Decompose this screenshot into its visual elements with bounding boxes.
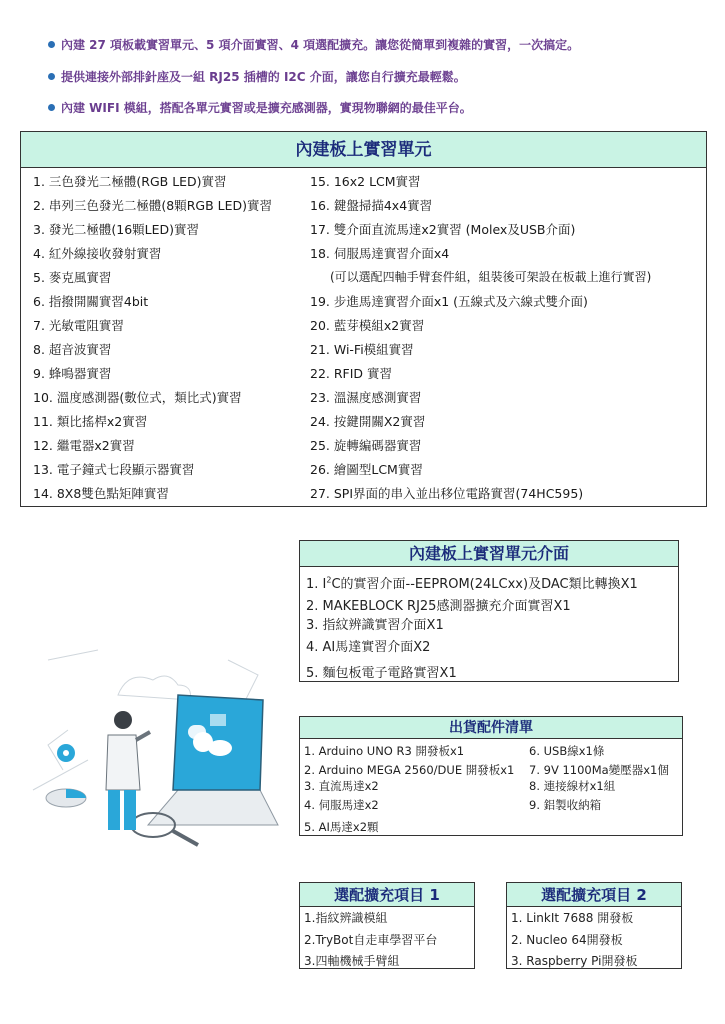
unit-item: 21. Wi-Fi模組實習 [310, 342, 414, 357]
unit-item: 12. 繼電器x2實習 [33, 438, 135, 453]
unit-item: 4. 紅外線接收發射實習 [33, 246, 162, 261]
accessory-item: 7. 9V 1100Ma變壓器x1個 [529, 763, 669, 777]
unit-item: 13. 電子鐘式七段顯示器實習 [33, 462, 195, 477]
optional-expansion-2-title: 選配擴充項目 2 [507, 883, 681, 907]
option-item: 3. Raspberry Pi開發板 [511, 954, 638, 968]
interface-item: 1. $I^2C$的實習介面--EEPROM(24LCxx)及DAC類比轉換X1 [306, 575, 638, 592]
unit-item: 8. 超音波實習 [33, 342, 112, 357]
unit-item: 16. 鍵盤掃描4x4實習 [310, 198, 433, 213]
interface-item: 5. 麵包板電子電路實習X1 [306, 666, 457, 681]
unit-item: 17. 雙介面直流馬達x2實習 (Molex及USB介面) [310, 222, 576, 237]
unit-item: 26. 繪圖型LCM實習 [310, 462, 423, 477]
bullet-dot-icon [48, 73, 55, 80]
person-icon [106, 711, 150, 830]
unit-item: 5. 麥克風實習 [33, 270, 112, 285]
unit-item: 22. RFID 實習 [310, 366, 393, 381]
option-item: 1.指紋辨識模組 [304, 911, 388, 925]
option-item: 2. Nucleo 64開發板 [511, 933, 623, 947]
option-item: 3.四軸機械手臂組 [304, 954, 400, 968]
unit-item: 9. 蜂鳴器實習 [33, 366, 112, 381]
accessory-item: 5. AI馬達x2顆 [304, 820, 379, 834]
pie-chart-icon [46, 789, 86, 807]
accessory-item: 6. USB線x1條 [529, 744, 605, 758]
onboard-units-panel [20, 131, 707, 507]
bullet-dot-icon [48, 104, 55, 111]
option-item: 2.TryBot自走車學習平台 [304, 933, 438, 947]
accessory-item: 4. 伺服馬達x2 [304, 798, 379, 812]
accessory-item: 3. 直流馬達x2 [304, 779, 379, 793]
unit-item: 24. 按鍵開關X2實習 [310, 414, 426, 429]
unit-item: 18. 伺服馬達實習介面x4 [310, 246, 450, 261]
unit-item: 14. 8X8雙色點矩陣實習 [33, 486, 169, 501]
gear-icon [57, 744, 75, 762]
unit-item: 10. 溫度感測器(數位式，類比式)實習 [33, 390, 242, 405]
unit-item: 27. SPI界面的串入並出移位電路實習(74HC595) [310, 486, 584, 501]
laptop-icon [148, 695, 278, 825]
interface-item: 2. MAKEBLOCK RJ25感測器擴充介面實習X1 [306, 599, 571, 614]
feature-bullet: 提供連接外部排針座及一組 RJ25 插槽的 I2C 介面，讓您自行擴充最輕鬆。 [48, 68, 466, 85]
unit-item: 2. 串列三色發光二極體(8顆RGB LED)實習 [33, 198, 273, 213]
onboard-interface-title: 內建板上實習單元介面 [300, 541, 678, 567]
unit-item-note: (可以選配四軸手臂套件組，組裝後可架設在板載上進行實習) [330, 270, 652, 284]
unit-item: 23. 溫濕度感測實習 [310, 390, 422, 405]
person-laptop-illustration [28, 640, 284, 855]
unit-item: 25. 旋轉編碼器實習 [310, 438, 422, 453]
optional-expansion-1-panel [299, 882, 475, 969]
accessory-item: 1. Arduino UNO R3 開發板x1 [304, 744, 465, 758]
shipping-accessories-panel [299, 716, 683, 836]
interface-item: 3. 指紋辨識實習介面X1 [306, 618, 444, 633]
unit-item: 11. 類比搖桿x2實習 [33, 414, 148, 429]
shipping-accessories-title: 出貨配件清單 [300, 717, 682, 739]
accessory-item: 9. 鋁製收納箱 [529, 798, 602, 812]
unit-item: 1. 三色發光二極體(RGB LED)實習 [33, 174, 227, 189]
accessory-item: 8. 連接線材x1組 [529, 779, 616, 793]
unit-item: 7. 光敏電阻實習 [33, 318, 124, 333]
feature-bullet: 內建 27 項板載實習單元、5 項介面實習、4 項選配擴充。讓您從簡單到複雜的實習，一次搞定。 [48, 36, 579, 53]
option-item: 1. LinkIt 7688 開發板 [511, 911, 634, 925]
unit-item: 3. 發光二極體(16顆LED)實習 [33, 222, 200, 237]
unit-item: 20. 藍芽模組x2實習 [310, 318, 425, 333]
unit-item: 19. 步進馬達實習介面x1 (五線式及六線式雙介面) [310, 294, 588, 309]
accessory-item: 2. Arduino MEGA 2560/DUE 開發板x1 [304, 763, 515, 777]
feature-bullet: 內建 WIFI 模組，搭配各單元實習或是擴充感測器，實現物聯網的最佳平台。 [48, 99, 472, 116]
onboard-interface-panel [299, 540, 679, 682]
unit-item: 6. 指撥開關實習4bit [33, 294, 149, 309]
optional-expansion-1-title: 選配擴充項目 1 [300, 883, 474, 907]
bullet-dot-icon [48, 41, 55, 48]
onboard-units-title: 內建板上實習單元 [21, 132, 706, 168]
interface-item: 4. AI馬達實習介面X2 [306, 640, 431, 655]
optional-expansion-2-panel [506, 882, 682, 969]
unit-item: 15. 16x2 LCM實習 [310, 174, 421, 189]
